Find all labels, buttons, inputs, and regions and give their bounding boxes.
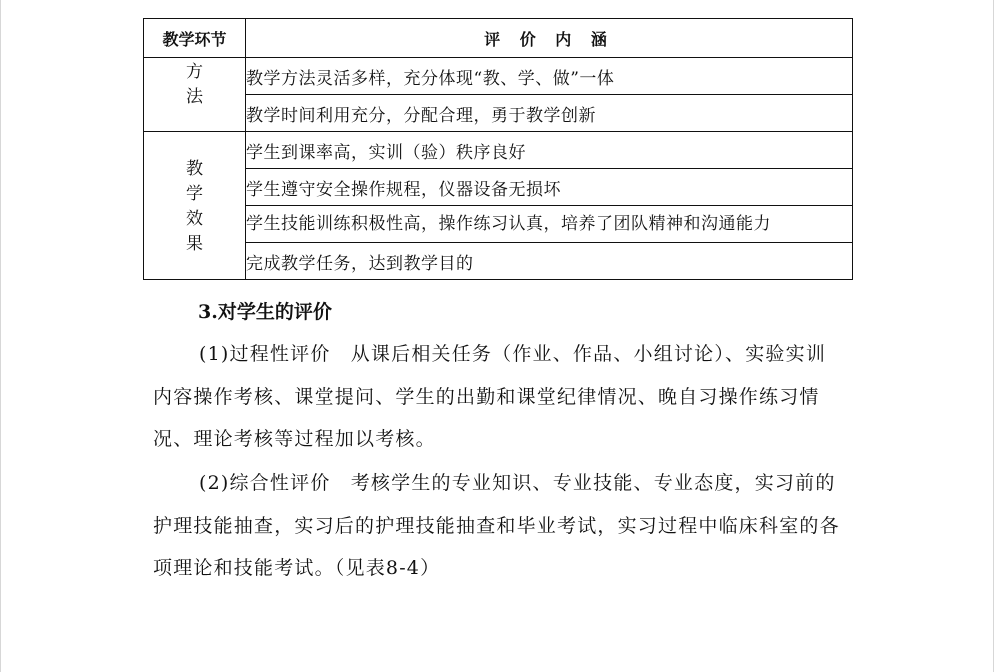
table-cell-item: 教学时间利用充分，分配合理，勇于教学创新 [246, 95, 853, 132]
table-row [144, 58, 853, 95]
category-label: 方法 [186, 62, 203, 107]
page-left-border [0, 0, 1, 672]
table-cell-item: 完成教学任务，达到教学目的 [246, 243, 853, 280]
category-method [144, 58, 246, 132]
table-cell-text: 学生技能训练积极性高，操作练习认真，培养了团队精神和沟通能力 [246, 214, 771, 234]
category-teaching-effect [144, 132, 246, 280]
paragraph-process-evaluation [153, 333, 843, 461]
table-cell-item [246, 206, 853, 243]
table-row [144, 206, 853, 243]
table-row [144, 243, 853, 280]
section-heading: 3.对学生的评价 [198, 301, 332, 323]
table-header-row [144, 19, 853, 58]
header-teaching-stage: 教学环节 [144, 19, 246, 58]
table-cell-item: 学生到课率高，实训（验）秩序良好 [246, 132, 853, 169]
category-label: 教学效果 [186, 159, 203, 254]
paragraph-text: (1)过程性评价 从课后相关任务（作业、作品、小组讨论）、实验实训内容操作考核、课堂提问、学生的出勤和课堂纪律情况、晚自习操作练习情况、理论考核等过程加以考核。 [153, 343, 827, 450]
table-row [144, 132, 853, 169]
table-row [144, 95, 853, 132]
table-cell-item: 教学方法灵活多样，充分体现“教、学、做”一体 [246, 58, 853, 95]
paragraph-comprehensive-evaluation [153, 462, 843, 590]
header-evaluation-content: 评 价 内 涵 [246, 19, 853, 58]
evaluation-table [143, 18, 853, 280]
table-row [144, 169, 853, 206]
table-cell-item: 学生遵守安全操作规程，仪器设备无损坏 [246, 169, 853, 206]
paragraph-text: (2)综合性评价 考核学生的专业知识、专业技能、专业态度，实习前的护理技能抽查，实习后的护理技能抽查和毕业考试，实习过程中临床科室的各项理论和技能考试。（见表8-4） [153, 472, 840, 579]
